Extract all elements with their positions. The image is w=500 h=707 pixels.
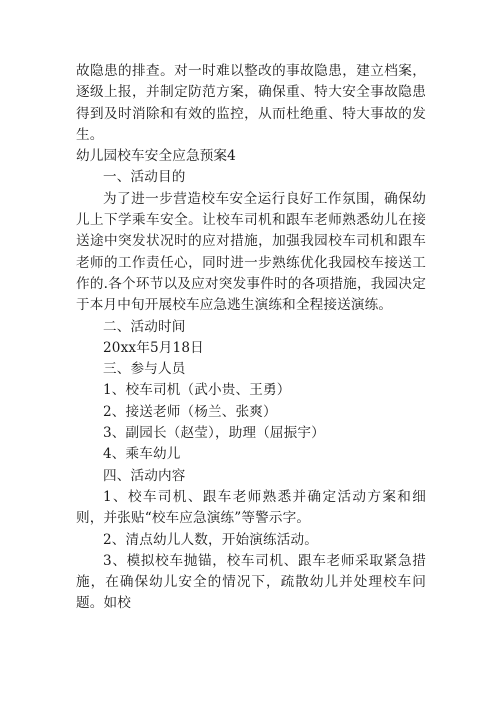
activity-date: 20xx年5月18日 [103, 339, 204, 356]
paragraph-hazard-investigation: 故隐患的排查。对一时难以整改的事故隐患，建立档案，逐级上报，并制定防范方案，确保重、特大安全事故隐患得到及时消除和有效的监控，从而杜绝重、特大事故的发生。 [76, 63, 426, 143]
section-heading-purpose: 一、活动目的 [103, 169, 186, 186]
section-heading-content: 四、活动内容 [103, 467, 186, 484]
document-body [76, 61, 426, 615]
section-heading-participants: 三、参与人员 [103, 361, 186, 378]
paragraph-purpose: 为了进一步营造校车安全运行良好工作氛围，确保幼儿上下学乘车安全。让校车司机和跟车老师熟悉幼儿在接送途中突发状况时的应对措施，加强我园校车司机和跟车老师的工作责任心，同时进一步熟练优化我园校车接送工作的.各个环节以及应对突发事件时的各项措施，我园决定于本月中旬开展校车应急逃生演练和全程接送演练。 [76, 190, 426, 314]
participant-item: 4、乘车幼儿 [103, 446, 181, 463]
section-heading-time: 二、活动时间 [103, 318, 186, 335]
participant-item: 1、校车司机（武小贵、王勇） [103, 382, 291, 399]
content-item: 2、清点幼儿人数，开始演练活动。 [103, 531, 318, 548]
content-item: 1、校车司机、跟车老师熟悉并确定活动方案和细则，并张贴“校车应急演练”等警示字。 [76, 488, 426, 527]
participant-item: 2、接送老师（杨兰、张爽） [103, 403, 277, 420]
content-item: 3、模拟校车抛锚，校车司机、跟车老师采取紧急措施，在确保幼儿安全的情况下，疏散幼儿并处理校车问题。如校 [76, 552, 426, 612]
participant-item: 3、副园长（赵莹），助理（屈振宇） [103, 425, 325, 442]
document-title: 幼儿园校车安全应急预案4 [76, 148, 236, 165]
